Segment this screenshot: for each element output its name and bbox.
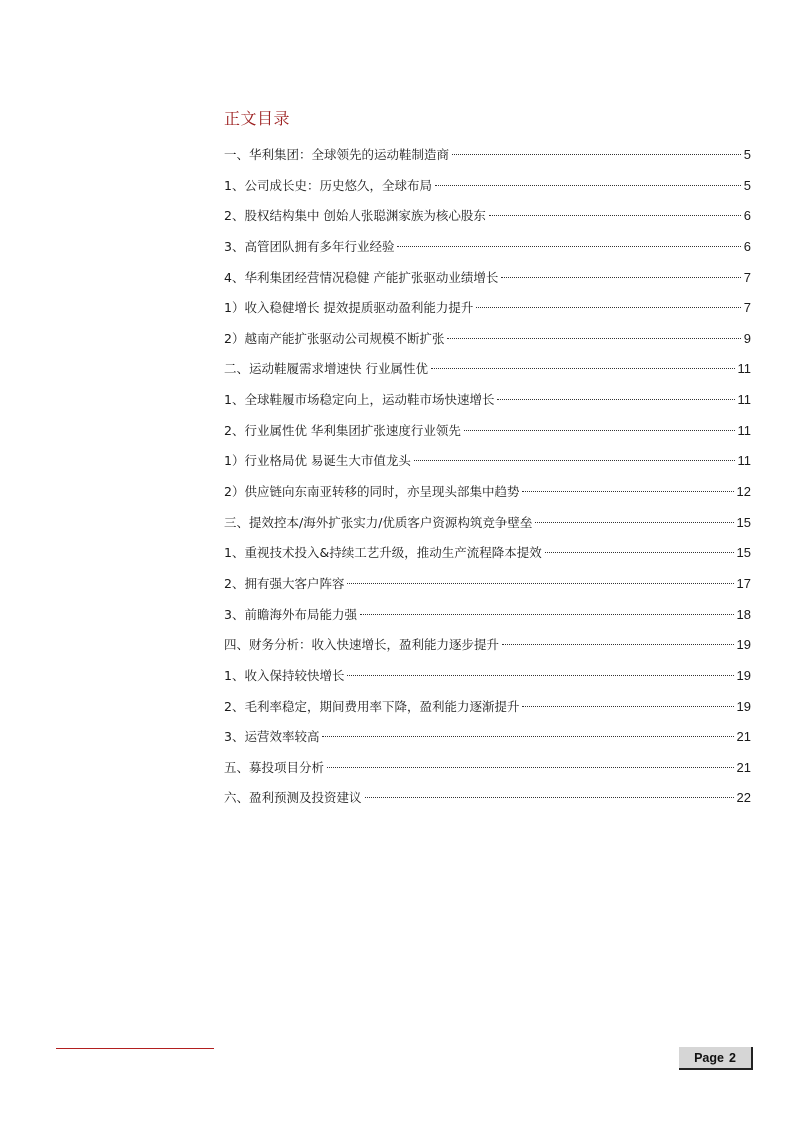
toc-leader <box>501 277 740 278</box>
toc-leader <box>327 767 734 768</box>
toc-entry-page: 11 <box>737 361 751 377</box>
toc-entry-page: 19 <box>736 637 751 653</box>
toc-leader <box>522 491 733 492</box>
toc-entry-text: 一、华利集团：全球领先的运动鞋制造商 <box>224 147 450 162</box>
toc-entry-text: 1、收入保持较快增长 <box>224 667 345 683</box>
toc-entry-page: 11 <box>737 392 751 408</box>
toc-entry-text: 1、全球鞋履市场稳定向上，运动鞋市场快速增长 <box>224 392 495 408</box>
toc-entry[interactable] <box>224 238 751 269</box>
page-label: Page <box>694 1050 724 1065</box>
toc-entry[interactable] <box>224 483 751 514</box>
toc-entry[interactable] <box>224 575 751 606</box>
toc-leader <box>435 185 741 186</box>
toc-entry-page: 9 <box>743 330 751 346</box>
toc-title: 正文目录 <box>224 109 291 128</box>
toc-entry-page: 15 <box>736 514 751 530</box>
toc-leader <box>464 430 735 431</box>
toc-entry-text: 1、重视技术投入&持续工艺升级，推动生产流程降本提效 <box>224 545 542 561</box>
toc-entry-text: 1）收入稳健增长 提效提质驱动盈利能力提升 <box>224 300 474 316</box>
toc-entry-text: 2、拥有强大客户阵容 <box>224 575 345 591</box>
toc-entry-text: 2）越南产能扩张驱动公司规模不断扩张 <box>224 330 445 346</box>
toc-entry-page: 6 <box>743 238 751 254</box>
toc-leader <box>476 307 740 308</box>
toc-entry[interactable] <box>224 636 751 667</box>
toc-leader <box>489 215 741 216</box>
toc-entry-page: 18 <box>736 606 751 622</box>
page-number-box <box>679 1047 753 1070</box>
toc-entry[interactable] <box>224 360 751 391</box>
toc-leader <box>347 583 733 584</box>
toc-entry[interactable] <box>224 299 751 330</box>
toc-leader <box>397 246 740 247</box>
toc-entry-text: 3、高管团队拥有多年行业经验 <box>224 238 395 254</box>
toc-leader <box>447 338 740 339</box>
toc-leader <box>360 614 734 615</box>
toc-entry[interactable] <box>224 422 751 453</box>
toc-entry-page: 7 <box>743 269 751 285</box>
toc-leader <box>535 522 733 523</box>
toc-entry-page: 6 <box>743 208 751 224</box>
toc-entry[interactable] <box>224 207 751 238</box>
toc-entry-page: 5 <box>743 147 751 162</box>
toc-entry-page: 11 <box>737 453 751 469</box>
toc-leader <box>545 552 734 553</box>
toc-entry-text: 六、盈利预测及投资建议 <box>224 790 362 806</box>
toc-entry-text: 2）供应链向东南亚转移的同时，亦呈现头部集中趋势 <box>224 484 520 500</box>
toc-leader <box>497 399 734 400</box>
toc-entry-text: 2、毛利率稳定，期间费用率下降，盈利能力逐渐提升 <box>224 698 520 714</box>
toc-leader <box>414 460 735 461</box>
toc-entry[interactable] <box>224 177 751 208</box>
toc-entry-page: 22 <box>736 790 751 806</box>
toc-entry-text: 四、财务分析：收入快速增长，盈利能力逐步提升 <box>224 637 500 653</box>
toc-entry-text: 3、前瞻海外布局能力强 <box>224 606 357 622</box>
toc-entry[interactable] <box>224 452 751 483</box>
toc-leader <box>431 368 735 369</box>
toc-entry-page: 11 <box>737 422 751 438</box>
toc-entry-text: 3、运营效率较高 <box>224 729 320 745</box>
toc-leader <box>322 736 733 737</box>
toc-entry[interactable] <box>224 544 751 575</box>
footer-divider <box>56 1048 214 1049</box>
toc-leader <box>522 706 733 707</box>
toc-entry[interactable] <box>224 391 751 422</box>
toc-entry-page: 5 <box>743 177 751 193</box>
toc-entry[interactable] <box>224 606 751 637</box>
toc-entry[interactable] <box>224 728 751 759</box>
toc-entry[interactable] <box>224 269 751 300</box>
toc-entry-page: 17 <box>736 575 751 591</box>
toc-entry-page: 15 <box>736 545 751 561</box>
toc-entry-text: 1）行业格局优 易诞生大市值龙头 <box>224 453 411 469</box>
toc-entry-text: 1、公司成长史：历史悠久，全球布局 <box>224 177 432 193</box>
toc-list <box>224 146 751 820</box>
toc-entry-page: 21 <box>736 729 751 745</box>
toc-entry[interactable] <box>224 759 751 790</box>
toc-entry[interactable] <box>224 146 751 177</box>
toc-entry[interactable] <box>224 667 751 698</box>
toc-entry-page: 7 <box>743 300 751 316</box>
toc-entry[interactable] <box>224 698 751 729</box>
toc-leader <box>502 644 734 645</box>
toc-entry-text: 2、行业属性优 华利集团扩张速度行业领先 <box>224 422 461 438</box>
toc-entry-text: 五、募投项目分析 <box>224 759 325 775</box>
toc-leader <box>452 154 741 155</box>
toc-entry[interactable] <box>224 514 751 545</box>
page-number: 2 <box>728 1050 736 1065</box>
toc-entry-text: 二、运动鞋履需求增速快 行业属性优 <box>224 361 428 377</box>
toc-leader <box>365 797 734 798</box>
toc-entry-page: 19 <box>736 667 751 683</box>
toc-entry-text: 三、提效控本/海外扩张实力/优质客户资源构筑竞争壁垒 <box>224 514 533 530</box>
toc-entry-text: 4、华利集团经营情况稳健 产能扩张驱动业绩增长 <box>224 269 499 285</box>
toc-entry-page: 21 <box>736 759 751 775</box>
toc-entry[interactable] <box>224 789 751 820</box>
toc-entry[interactable] <box>224 330 751 361</box>
toc-leader <box>347 675 733 676</box>
toc-entry-text: 2、股权结构集中 创始人张聪渊家族为核心股东 <box>224 208 486 224</box>
toc-entry-page: 12 <box>736 484 751 500</box>
toc-entry-page: 19 <box>736 698 751 714</box>
